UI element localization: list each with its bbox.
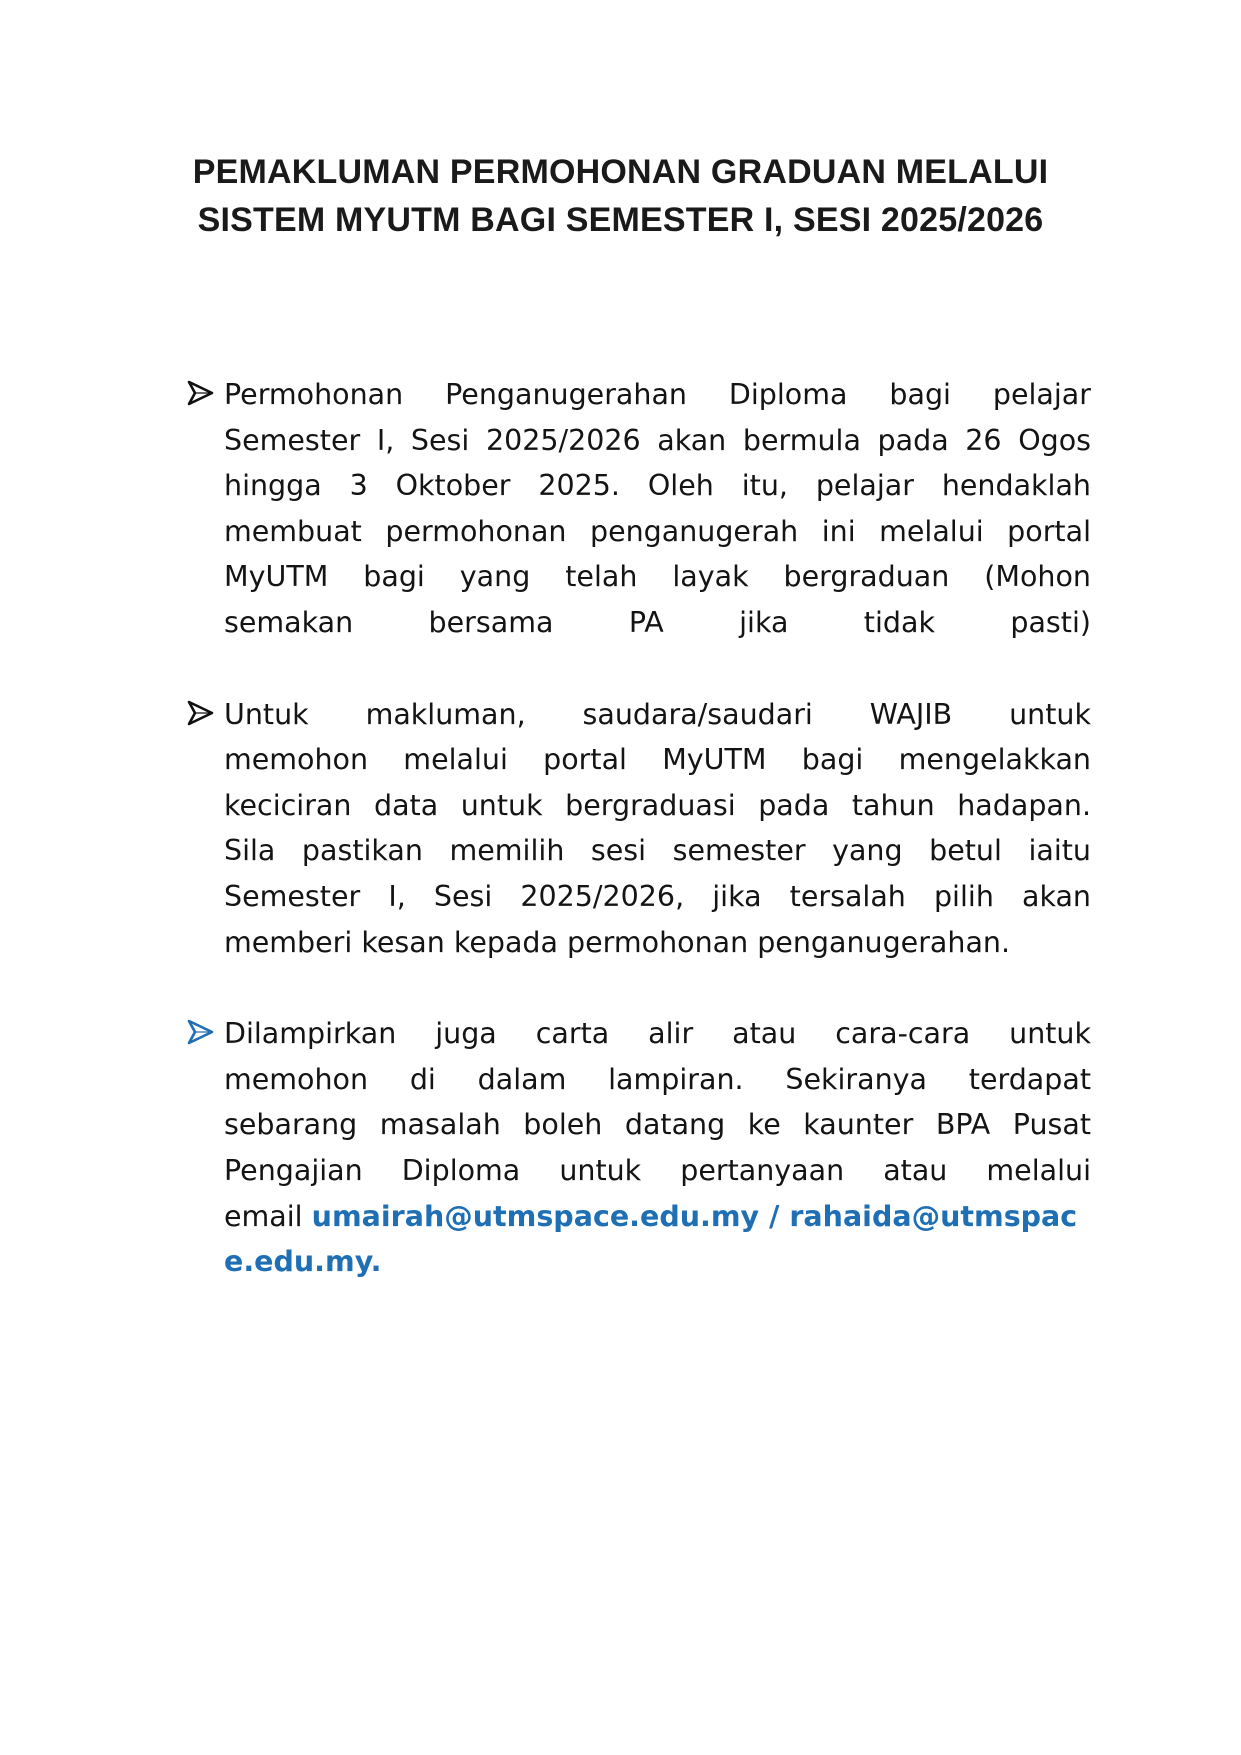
bullet-line: keciciran data untuk bergraduasi pada tahun hadapan. <box>224 788 1091 822</box>
email-prefix: email <box>224 1199 303 1233</box>
bullet-item-mandatory-application <box>186 692 1091 966</box>
bullet-line: memohon melalui portal MyUTM bagi mengelakkan <box>224 743 1091 777</box>
bullet-line: Semester I, Sesi 2025/2026, jika tersalah pilih akan <box>224 879 1091 913</box>
arrow-bullet-icon <box>186 1017 216 1047</box>
email-link[interactable]: umairah@utmspace.edu.my / rahaida@utmspac <box>311 1199 1078 1233</box>
bullet-text <box>224 372 1091 646</box>
title-line-1: PEMAKLUMAN PERMOHONAN GRADUAN MELALUI <box>192 153 1049 191</box>
title-line-2: SISTEM MYUTM BAGI SEMESTER I, SESI 2025/2026 <box>197 201 1044 239</box>
bullet-line: Untuk makluman, saudara/saudari WAJIB untuk <box>224 697 1091 731</box>
email-link-continued[interactable]: e.edu.my. <box>224 1245 382 1279</box>
bullet-text <box>224 692 1091 966</box>
bullet-line: Sila pastikan memilih sesi semester yang betul iaitu <box>224 834 1091 868</box>
bullet-text <box>224 1011 1091 1285</box>
arrow-bullet-icon <box>186 698 216 728</box>
bullet-line: hingga 3 Oktober 2025. Oleh itu, pelajar hendaklah <box>224 469 1091 503</box>
bullet-line: sebarang masalah boleh datang ke kaunter BPA Pusat <box>224 1108 1091 1142</box>
bullet-line: memohon di dalam lampiran. Sekiranya terdapat <box>224 1062 1091 1096</box>
bullet-list <box>186 372 1091 1331</box>
bullet-line: Semester I, Sesi 2025/2026 akan bermula pada 26 Ogos <box>224 423 1091 457</box>
bullet-line: membuat permohonan penganugerah ini melalui portal <box>224 514 1091 548</box>
bullet-line: Dilampirkan juga carta alir atau cara-cara untuk <box>224 1017 1091 1051</box>
bullet-item-application-period <box>186 372 1091 646</box>
email-line <box>224 1194 1091 1240</box>
arrow-bullet-icon <box>186 378 216 408</box>
bullet-line: memberi kesan kepada permohonan penganugerahan. <box>224 925 1011 959</box>
bullet-line: Permohonan Penganugerahan Diploma bagi pelajar <box>224 378 1091 411</box>
email-line-continued <box>224 1239 1091 1285</box>
bullet-line: Pengajian Diploma untuk pertanyaan atau melalui <box>224 1153 1091 1187</box>
bullet-line: MyUTM bagi yang telah layak bergraduan (Mohon <box>224 560 1091 594</box>
page-title <box>100 148 1141 244</box>
bullet-item-attachment-contact <box>186 1011 1091 1285</box>
bullet-line: semakan bersama PA jika tidak pasti) <box>224 605 1091 639</box>
